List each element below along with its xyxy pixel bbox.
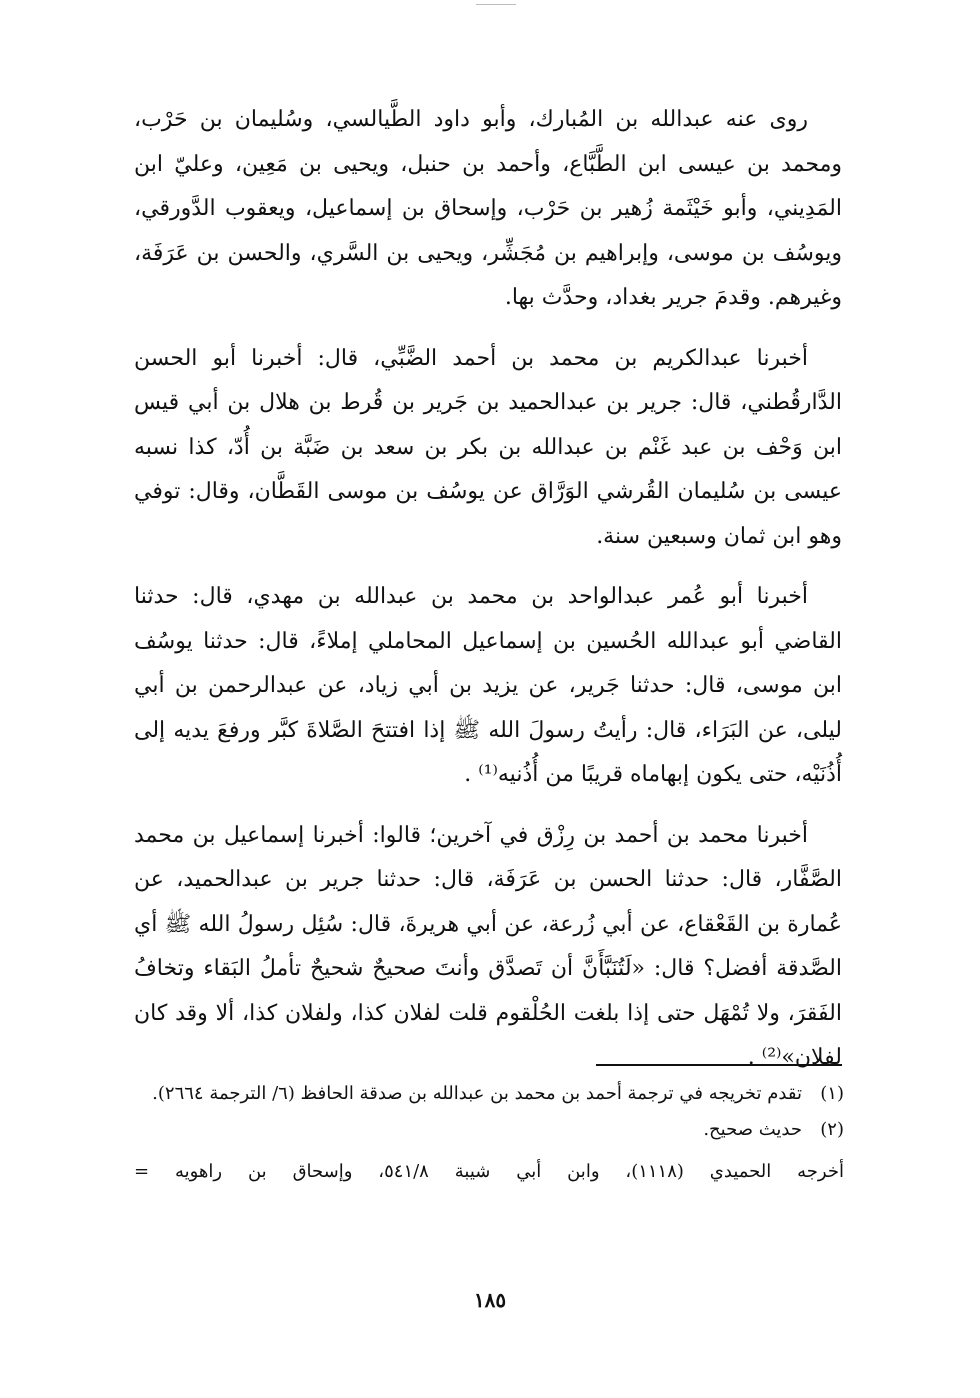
footnote-2 [134,1112,844,1148]
footnote-number: (١) [820,1083,844,1104]
main-text [134,98,842,1081]
footnote-number: (٢) [820,1119,844,1140]
footnote-continuation: أخرجه الحميدي (١١١٨)، وابن أبي شيبة ٥٤١/٨، وإسحاق بن راهويه = [134,1161,844,1182]
footnotes [134,1076,844,1190]
paragraph-hadith-charity: أخبرنا محمد بن أحمد بن رِزْق في آخرين؛ قالوا: أخبرنا إسماعيل بن محمد الصَّفَّار، قال: حدثنا الحسن بن عَرَفَة، قال: حدثنا جرير بن عبدالحميد، عن عُمارة بن القَعْقاع، عن أبي زُرعة، عن أبي هريرةَ، قال: سُئِل رسولُ الله ﷺ أي الصَّدقة أفضل؟ قال: «لَتُنَبَّأَنَّ أن تَصدَّق وأنتَ صحيحٌ شحيحٌ تأملُ البَقاء وتخافُ الفَقرَ، ولا تُمْهَل حتى إذا بلغت الحُلْقوم قلت لفلان كذا، ولفلان كذا، ألا وقد كان لفلان»⁽²⁾ . [134,822,842,1070]
footnote-text: حديث صحيح. [703,1119,802,1140]
paragraph-hadith-prayer: أخبرنا أبو عُمر عبدالواحد بن محمد بن عبدالله بن مهدي، قال: حدثنا القاضي أبو عبدالله الحُسين بن إسماعيل المحاملي إملاءً، قال: حدثنا يوسُف ابن موسى، قال: حدثنا جَرير، عن يزيد بن أبي زياد، عن عبدالرحمن بن أبي ليلى، عن البَرَاء، قال: رأيتُ رسولَ الله ﷺ إذا افتتحَ الصَّلاةَ كبَّر ورفعَ يديه إلى أُذُنَيْه، حتى يكون إبهاماه قريبًا من أُذُنيه⁽¹⁾ . [134,584,842,787]
footnote-separator [596,1064,842,1066]
paragraph-narrators: روى عنه عبدالله بن المُبارك، وأبو داود الطَّيالسي، وسُليمان بن حَرْب، ومحمد بن عيسى ابن الطَّبَّاع، وأحمد بن حنبل، ويحيى بن مَعِين، وعليّ ابن المَدِيني، وأبو خَيْثَمة زُهير بن حَرْب، وإسحاق بن إسماعيل، ويعقوب الدَّورقي، ويوسُف بن موسى، وإبراهيم بن مُجَشِّر، ويحيى بن السَّري، والحسن بن عَرَفَة، وغيرهم. وقدمَ جرير بغداد، وحدَّث بها. [134,107,843,310]
footnote-text: تقدم تخريجه في ترجمة أحمد بن محمد بن عبدالله بن صدقة الحافظ (٦/ الترجمة ٢٦٦٤). [152,1083,802,1104]
page-number: ١٨٥ [473,1288,507,1312]
footnote-1 [134,1076,844,1112]
scan-edge-mark [476,4,516,5]
paragraph-lineage: أخبرنا عبدالكريم بن محمد بن أحمد الضَّبِّي، قال: أخبرنا أبو الحسن الدَّارقُطني، قال: جرير بن عبدالحميد بن جَرير بن قُرط بن هلال بن أبي قيس ابن وَحْف بن عبد غَنْم بن عبدالله بن بكر بن سعد بن ضَبَّة بن أُدّ، كذا نسبه عيسى بن سُليمان القُرشي الوَرَّاق عن يوسُف بن موسى القَطَّان، وقال: توفي وهو ابن ثمان وسبعين سنة. [134,345,842,549]
